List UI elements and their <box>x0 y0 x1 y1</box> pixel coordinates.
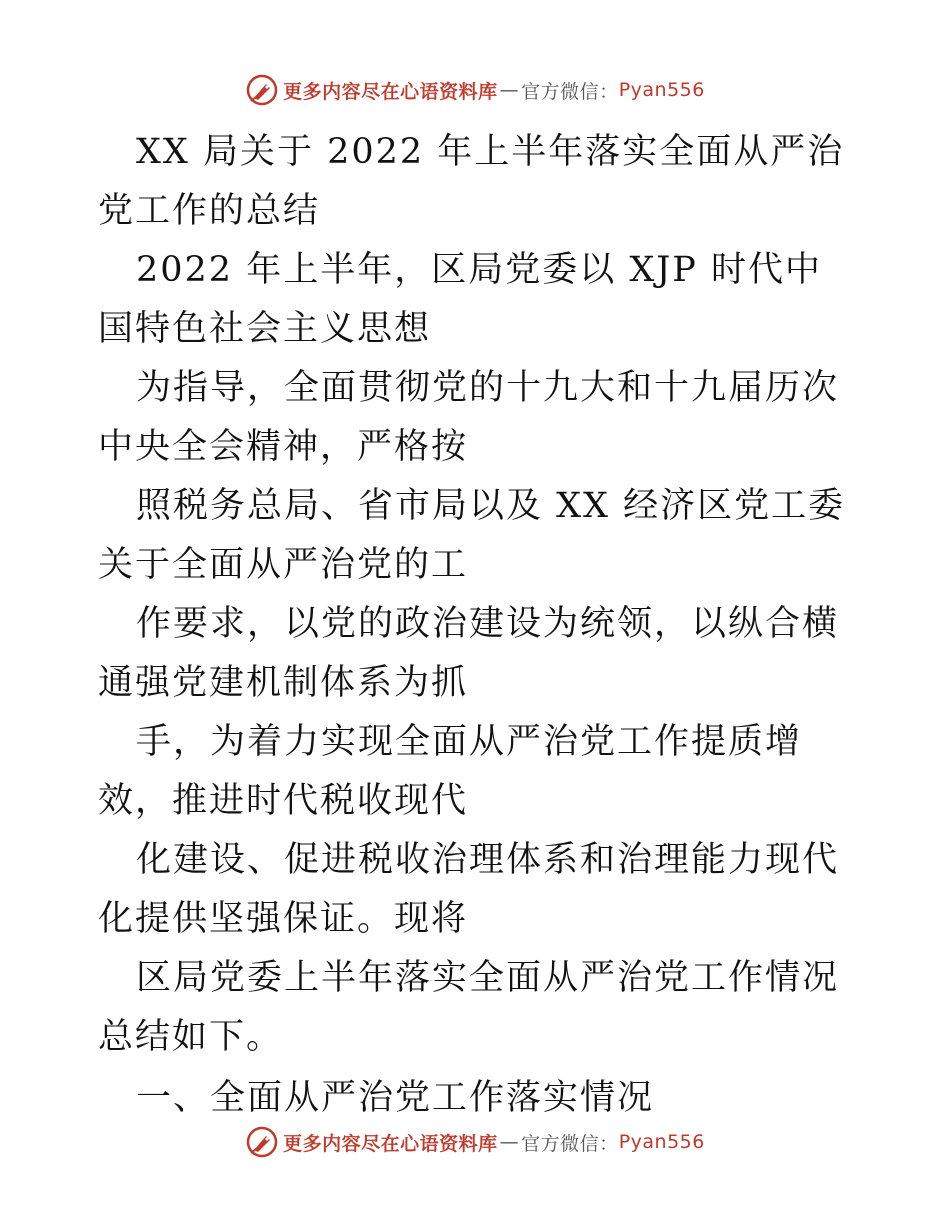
watermark-separator: — <box>499 79 520 101</box>
paragraph-4: 作要求，以党的政治建设为统领，以纵合横通强党建机制体系为抓 <box>98 604 840 703</box>
pen-nib-logo-icon <box>245 1125 279 1159</box>
watermark-separator: — <box>499 1131 520 1153</box>
section-heading: 一、全面从严治党工作落实情况 <box>136 1078 655 1118</box>
pen-nib-logo-icon <box>245 73 279 107</box>
watermark-label: 官方微信： <box>521 80 619 103</box>
watermark-wechat-id: Pyan556 <box>618 79 705 101</box>
document-body <box>98 123 858 1128</box>
watermark-label: 官方微信： <box>521 1132 619 1155</box>
document-title: XX 局关于 2022 年上半年落实全面从严治党工作的总结 <box>98 132 845 231</box>
paragraph-7: 区局党委上半年落实全面从严治党工作情况总结如下。 <box>98 958 840 1057</box>
paragraph-6: 化建设、促进税收治理体系和治理能力现代化提供坚强保证。现将 <box>98 840 840 939</box>
watermark-wechat-id: Pyan556 <box>618 1131 705 1153</box>
watermark-main-text: 更多内容尽在心语资料库 <box>283 80 498 103</box>
paragraph-3: 照税务总局、省市局以及 XX 经济区党工委关于全面从严治党的工 <box>98 486 846 585</box>
paragraph-1: 2022 年上半年，区局党委以 XJP 时代中国特色社会主义思想 <box>98 250 822 349</box>
paragraph-5: 手，为着力实现全面从严治党工作提质增效，推进时代税收现代 <box>98 722 803 821</box>
watermark-main-text: 更多内容尽在心语资料库 <box>283 1132 498 1155</box>
header-watermark <box>0 70 950 110</box>
footer-watermark <box>0 1122 950 1162</box>
paragraph-2: 为指导，全面贯彻党的十九大和十九届历次中央全会精神，严格按 <box>98 368 840 467</box>
